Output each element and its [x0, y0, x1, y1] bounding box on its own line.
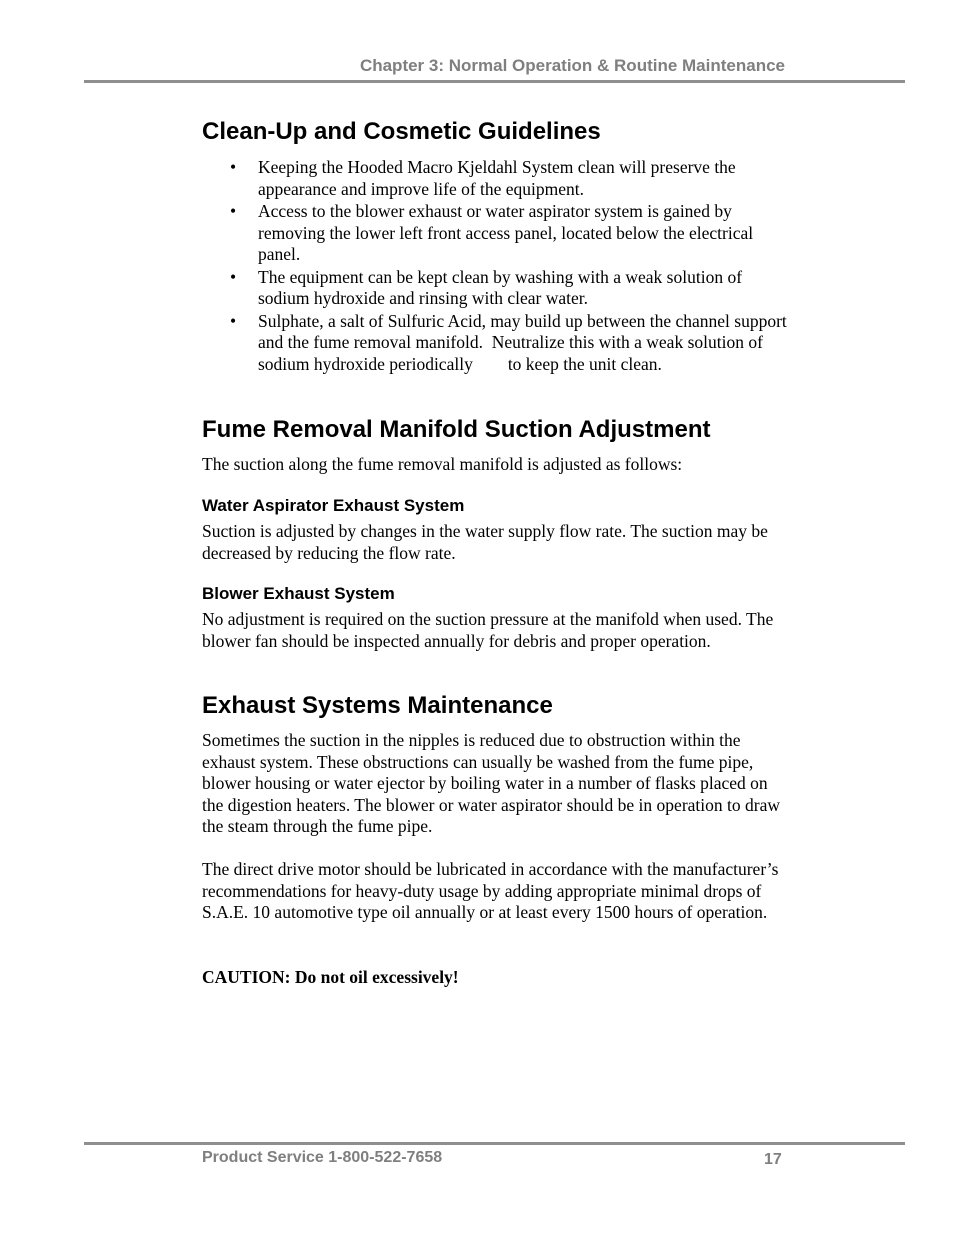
- caution-note: CAUTION: Do not oil excessively!: [202, 967, 459, 987]
- bullet-text: Keeping the Hooded Macro Kjeldahl System clean will preserve the appearance and improve life of the equipment.: [258, 157, 736, 199]
- fume-intro: The suction along the fume removal manifold is adjusted as follows:: [202, 454, 683, 474]
- water-aspirator-heading: Water Aspirator Exhaust System: [202, 496, 465, 515]
- exhaust-paragraph-1: Sometimes the suction in the nipples is reduced due to obstruction within the exhaust system. These obstructions can usually be washed from the fume pipe, blower housing or water ejector by boiling water in a number of flasks placed on the digestion heaters. The blower or water aspirator should be in operation to draw the steam through the fume pipe.: [202, 730, 780, 836]
- bullet-icon: •: [230, 201, 237, 221]
- bullet-text: Sulphate, a salt of Sulfuric Acid, may build up between the channel support and the fume removal manifold. Neutralize this with a weak solution of sodium hydroxide periodically to keep the unit clean.: [258, 310, 792, 374]
- list-item: [202, 201, 792, 266]
- bullet-icon: •: [230, 157, 237, 177]
- cleanup-bullet-list: [202, 157, 792, 376]
- product-service-line: Product Service 1-800-522-7658: [202, 1149, 443, 1166]
- page-footer: [84, 1142, 905, 1168]
- list-item: [202, 311, 792, 376]
- cleanup-heading: Clean-Up and Cosmetic Guidelines: [202, 118, 601, 145]
- exhaust-paragraph-2: The direct drive motor should be lubricated in accordance with the manufacturer’s recommendations for heavy-duty usage by adding appropriate minimal drops of S.A.E. 10 automotive type oil annually or at least every 1500 hours of operation.: [202, 859, 779, 922]
- bullet-icon: •: [230, 310, 237, 331]
- blower-heading: Blower Exhaust System: [202, 584, 395, 603]
- blower-text: No adjustment is required on the suction pressure at the manifold when used. The blower fan should be inspected annually for debris and proper operation.: [202, 609, 774, 651]
- page-number: 17: [764, 1151, 782, 1168]
- bullet-icon: •: [230, 266, 237, 287]
- list-item: [202, 267, 792, 310]
- page-header: [84, 56, 905, 83]
- list-item: [202, 157, 792, 200]
- bullet-text: The equipment can be kept clean by washing with a weak solution of sodium hydroxide and rinsing with clear water.: [258, 266, 743, 308]
- chapter-title: Chapter 3: Normal Operation & Routine Maintenance: [359, 56, 785, 75]
- exhaust-heading: Exhaust Systems Maintenance: [202, 692, 553, 719]
- water-aspirator-text: Suction is adjusted by changes in the water supply flow rate. The suction may be decreased by reducing the flow rate.: [202, 521, 768, 563]
- bullet-text: Access to the blower exhaust or water aspirator system is gained by removing the lower left front access panel, located below the electrical panel.: [258, 201, 754, 264]
- fume-heading: Fume Removal Manifold Suction Adjustment: [202, 416, 711, 443]
